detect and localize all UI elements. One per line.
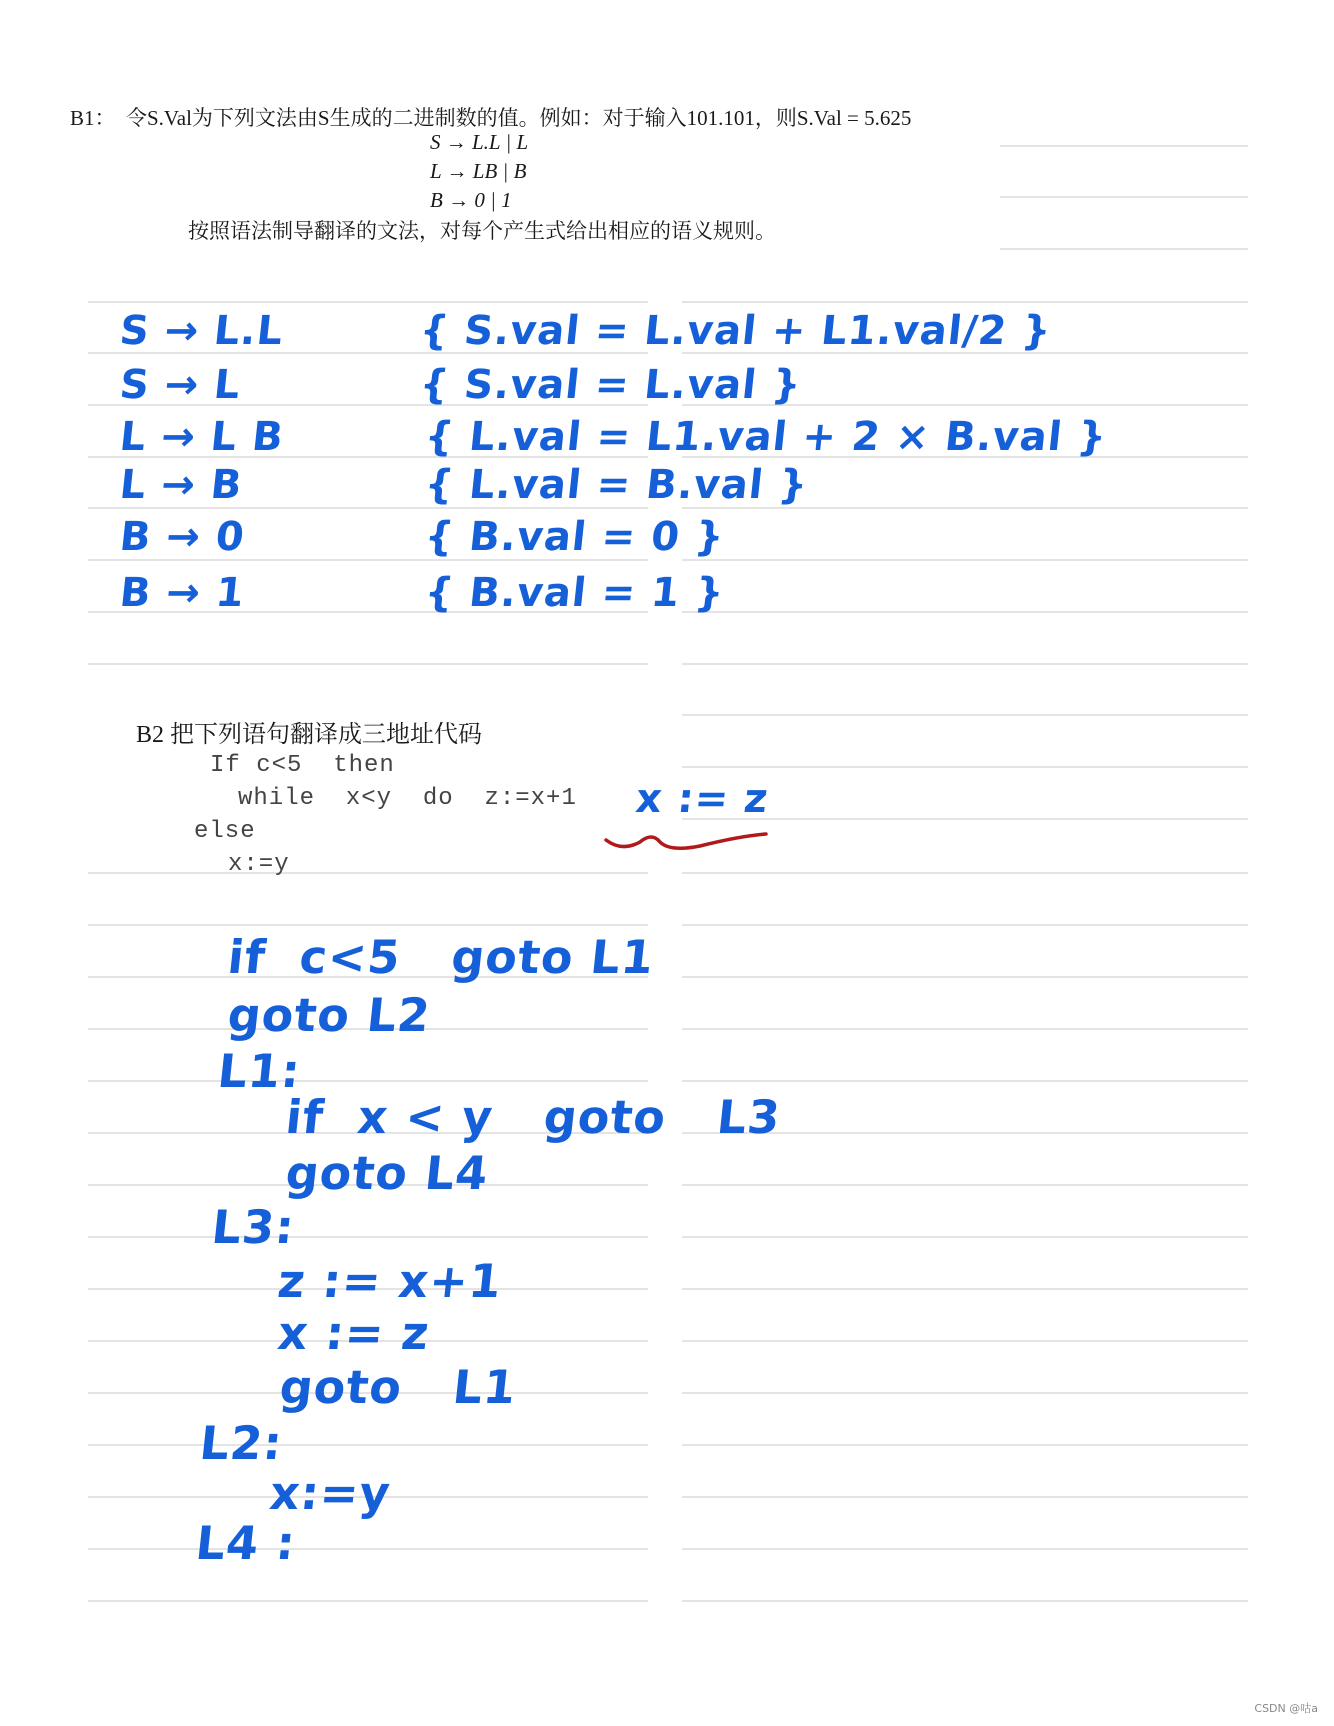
tac-line-3: L1: [215,1044,304,1098]
grammar-line-3: B → 0 | 1 [430,188,512,212]
tac-line-4: if x < y goto L3 [283,1090,784,1144]
grammar-line-2: L → LB | B [430,159,527,183]
b1-prompt: B1： 令S.Val为下列文法由S生成的二进制数的值。例如：对于输入101.101，则S.Val = 5.625 [70,106,912,130]
grammar-line-1: S → L.L | L [430,130,529,154]
tac-line-5: goto L4 [283,1146,492,1200]
answer-production-5: B → 0 [117,514,248,560]
answer-rule-1: { S.val = L.val + L1.val/2 } [417,308,1054,354]
tac-line-1: if c<5 goto L1 [225,930,657,984]
tac-line-8: x := z [275,1306,433,1360]
code-line-1: If c<5 then [210,752,395,779]
answer-production-1: S → L.L [117,308,286,354]
code-line-3: else [194,818,256,845]
answer-rule-2: { S.val = L.val } [417,362,804,408]
answer-production-4: L → B [117,462,245,508]
tac-line-9: goto L1 [277,1360,520,1414]
annotation-x-assign-z: x := z [633,776,771,822]
answer-rule-3: { L.val = L1.val + 2 × B.val } [422,414,1110,460]
answer-rule-6: { B.val = 1 } [422,570,727,616]
tac-line-10: L2: [197,1416,286,1470]
answer-production-3: L → L B [117,414,287,460]
answer-rule-4: { L.val = B.val } [422,462,811,508]
answer-production-2: S → L [117,362,244,408]
tac-line-7: z := x+1 [275,1254,505,1308]
answer-production-6: B → 1 [117,570,248,616]
tac-line-2: goto L2 [225,988,434,1042]
tac-line-6: L3: [209,1200,298,1254]
answer-rule-5: { B.val = 0 } [422,514,727,560]
b2-title: B2 把下列语句翻译成三地址代码 [136,722,483,748]
code-line-2: while x<y do z:=x+1 [238,785,577,812]
b1-instruction: 按照语法制导翻译的文法，对每个产生式给出相应的语义规则。 [188,219,776,243]
tac-line-12: L4 : [193,1516,299,1570]
tac-line-11: x:=y [267,1466,394,1520]
watermark-footer: CSDN @咕a [1254,1702,1318,1715]
code-line-4: x:=y [228,851,290,878]
